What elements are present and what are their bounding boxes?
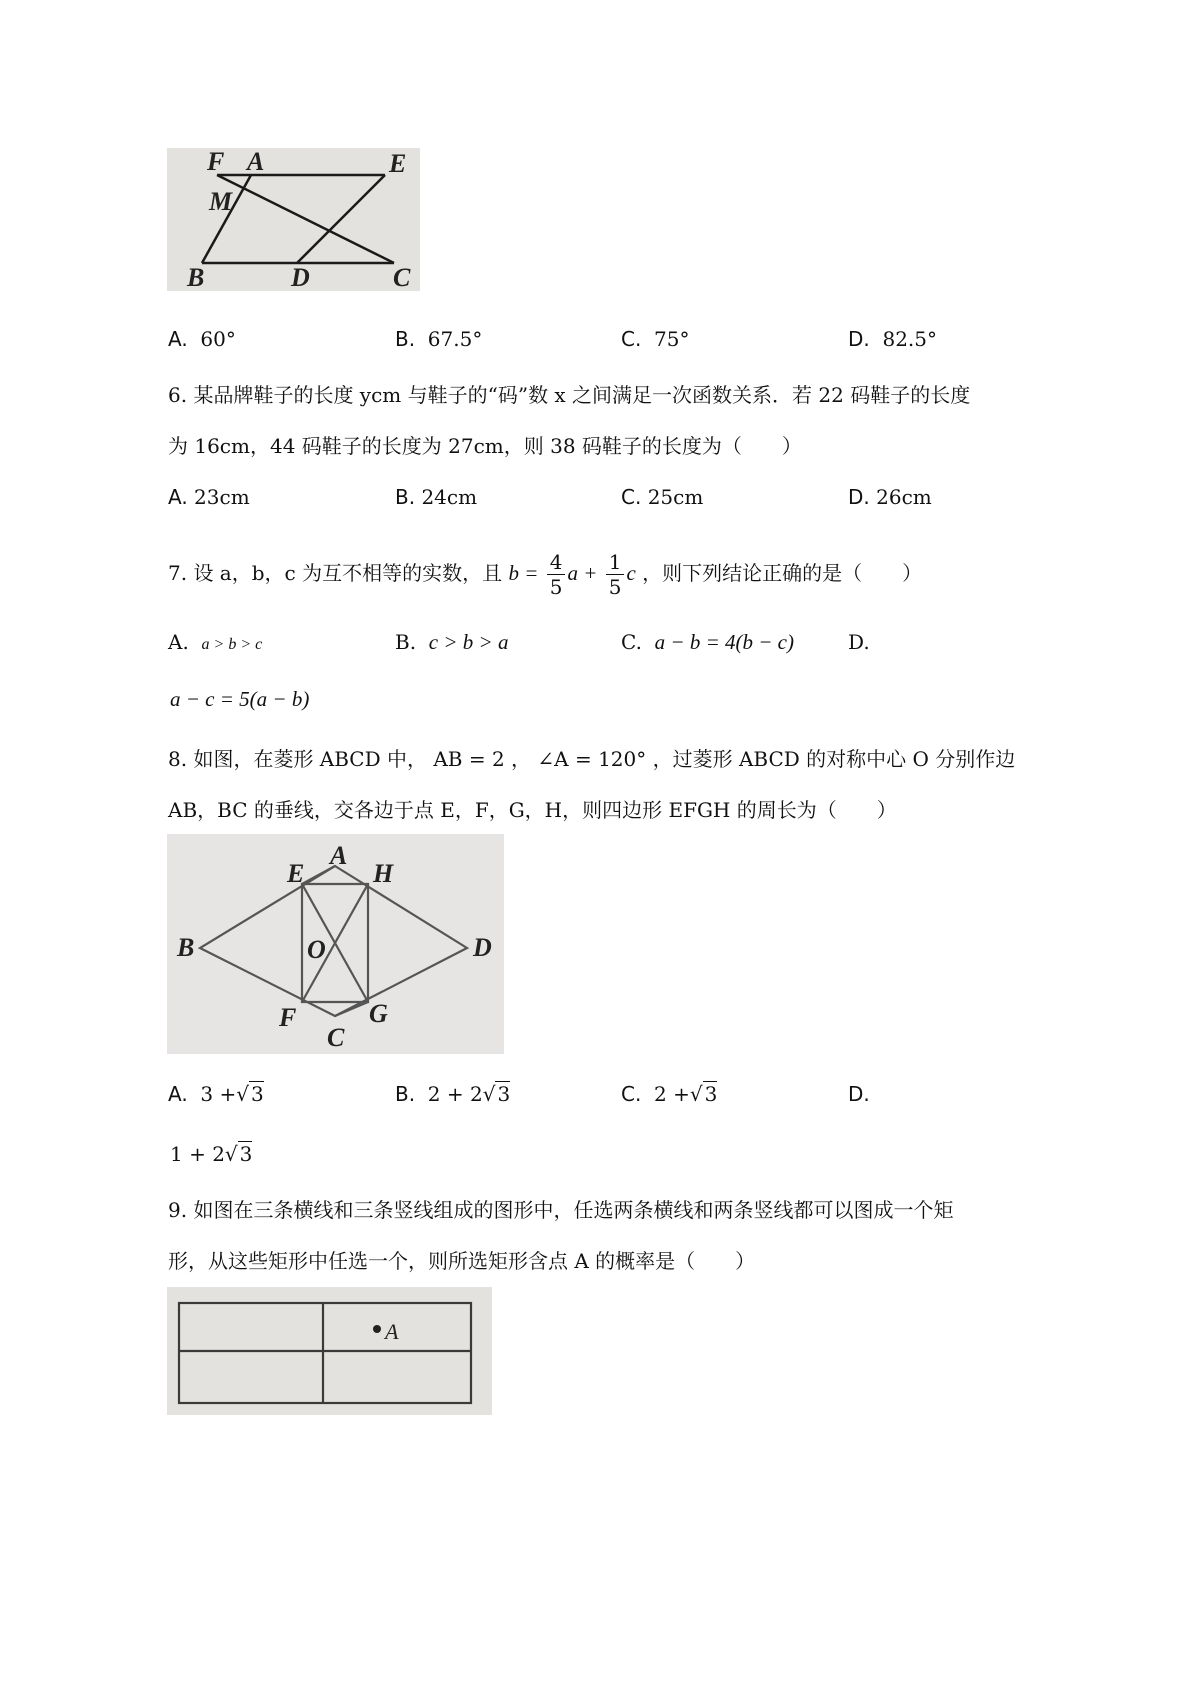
q6-stem-line2: 为 16cm，44 码鞋子的长度为 27cm，则 38 码鞋子的长度为（ ） bbox=[168, 434, 802, 458]
q5-option-c: C. 75° bbox=[621, 327, 690, 351]
q7-mid: a + bbox=[567, 561, 598, 585]
q5-option-b: B. 67.5° bbox=[395, 327, 483, 351]
q9-figure bbox=[167, 1287, 492, 1415]
q7-option-d: D. bbox=[848, 630, 870, 654]
q5-label-m: M bbox=[209, 187, 233, 216]
q8-option-b: B. 2 + 2√ 3 bbox=[395, 1082, 511, 1106]
q6-option-b: B. 24cm bbox=[395, 485, 478, 509]
q5-label-d: D bbox=[291, 263, 310, 291]
q5-diagram bbox=[167, 148, 420, 291]
q7-frac-1-5: $\frac{1}{5}$ bbox=[606, 550, 625, 599]
q8-stem-line2: AB，BC 的垂线，交各边于点 E，F，G，H，则四边形 EFGH 的周长为（ ） bbox=[168, 798, 897, 822]
q8-option-d: D. bbox=[848, 1082, 870, 1106]
q7-frac-4-5: $\frac{4}{5}$ bbox=[547, 550, 566, 599]
q5-label-a: A bbox=[247, 148, 265, 176]
q9-stem-line2: 形，从这些矩形中任选一个，则所选矩形含点 A 的概率是（ ） bbox=[168, 1249, 756, 1273]
q6-option-a: A. 23cm bbox=[168, 485, 250, 509]
q8-label-c: C bbox=[327, 1023, 345, 1052]
q7-suffix: ，则下列结论正确的是（ ） bbox=[642, 561, 923, 585]
q5-label-e: E bbox=[389, 149, 407, 178]
q7-option-b: B. c > b > a bbox=[395, 630, 509, 654]
q7-b-eq: b = bbox=[508, 561, 539, 585]
q9-stem-line1: 9. 如图在三条横线和三条竖线组成的图形中，任选两条横线和两条竖线都可以图成一个矩 bbox=[168, 1198, 954, 1222]
q8-option-c: C. 2 +√ 3 bbox=[621, 1082, 718, 1106]
q8-label-b: B bbox=[177, 933, 195, 962]
q8-option-d-text: 1 + 2√ 3 bbox=[170, 1142, 253, 1166]
q8-label-g: G bbox=[369, 999, 388, 1028]
q5-label-f: F bbox=[207, 148, 225, 176]
q5-option-a: A. 60° bbox=[168, 327, 236, 351]
q8-diagram bbox=[167, 834, 504, 1054]
q5-label-b: B bbox=[187, 263, 205, 291]
q6-option-c: C. 25cm bbox=[621, 485, 704, 509]
q7-prefix: 7. 设 a，b，c 为互不相等的实数，且 bbox=[168, 561, 503, 585]
q6-stem-line1: 6. 某品牌鞋子的长度 ycm 与鞋子的“码”数 x 之间满足一次函数关系．若 22 码鞋子的长度 bbox=[168, 383, 971, 407]
q9-label-a: A bbox=[385, 1319, 399, 1344]
q8-label-f: F bbox=[279, 1003, 297, 1032]
q7-option-a: A. a > b > c bbox=[168, 630, 263, 654]
q7-c: c bbox=[626, 561, 636, 585]
q8-label-a: A bbox=[330, 841, 348, 870]
q9-point-a bbox=[373, 1325, 381, 1333]
q6-option-d: D. 26cm bbox=[848, 485, 932, 509]
q9-grid-diagram bbox=[167, 1287, 492, 1415]
q8-label-d: D bbox=[473, 933, 492, 962]
q8-option-a: A. 3 +√ 3 bbox=[168, 1082, 264, 1106]
q8-label-e: E bbox=[287, 859, 305, 888]
q5-figure bbox=[167, 148, 420, 291]
q7-option-c: C. a − b = 4(b − c) bbox=[621, 630, 794, 654]
q8-label-o: O bbox=[307, 935, 326, 964]
q7-stem bbox=[168, 545, 922, 601]
q5-option-d: D. 82.5° bbox=[848, 327, 938, 351]
q8-stem-line1: 8. 如图，在菱形 ABCD 中， AB = 2 ， ∠A = 120° ，过菱形 ABCD 的对称中心 O 分别作边 bbox=[168, 747, 1016, 771]
q7-option-d-text: a − c = 5(a − b) bbox=[170, 687, 310, 711]
q8-label-h: H bbox=[373, 859, 394, 888]
q5-label-c: C bbox=[393, 263, 411, 291]
q8-figure bbox=[167, 834, 504, 1054]
